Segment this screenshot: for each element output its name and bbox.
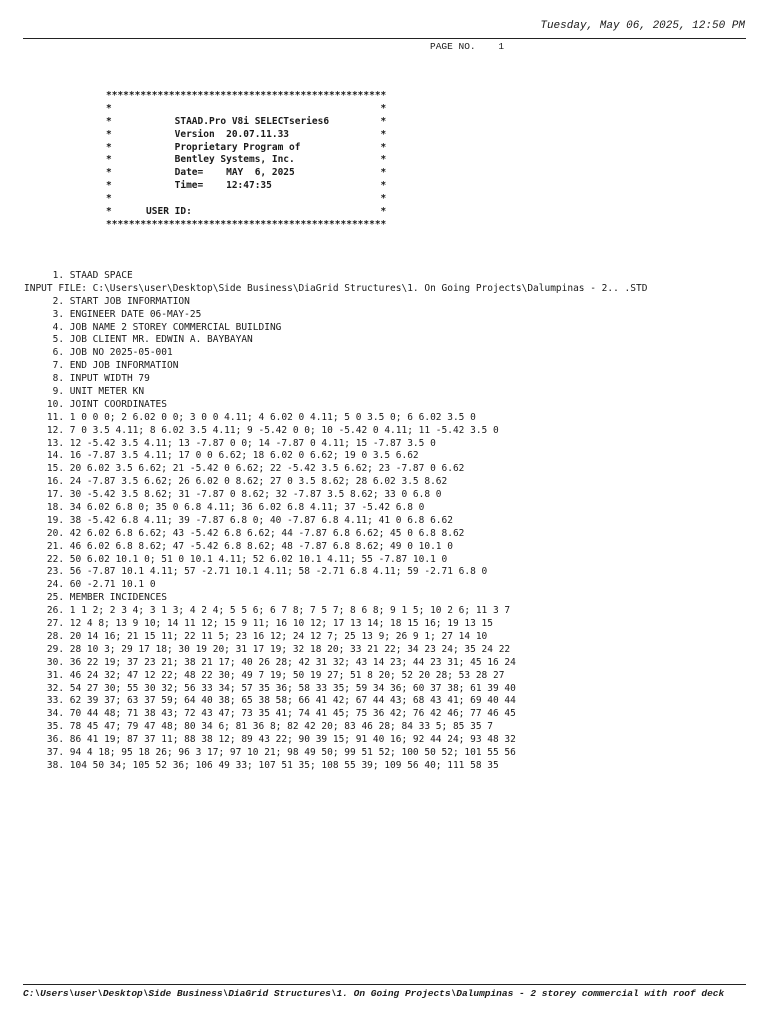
listing-line: 22. 50 6.02 10.1 0; 51 0 10.1 4.11; 52 6.02 10.1 4.11; 55 -7.87 10.1 0: [24, 553, 448, 565]
listing-line: 12. 7 0 3.5 4.11; 8 6.02 3.5 4.11; 9 -5.42 0 0; 10 -5.42 0 4.11; 11 -5.42 3.5 0: [24, 424, 499, 436]
listing-line: 31. 46 24 32; 47 12 22; 48 22 30; 49 7 19; 50 19 27; 51 8 20; 52 20 28; 53 28 27: [24, 669, 505, 681]
input-listing: [24, 270, 647, 773]
listing-line: 13. 12 -5.42 3.5 4.11; 13 -7.87 0 0; 14 -7.87 0 4.11; 15 -7.87 3.5 0: [24, 437, 436, 449]
listing-line: 25. MEMBER INCIDENCES: [24, 592, 167, 604]
listing-line: 36. 86 41 19; 87 37 11; 88 38 12; 89 43 22; 90 39 15; 91 40 16; 92 44 24; 93 48 32: [24, 734, 516, 746]
listing-line: 29. 28 10 3; 29 17 18; 30 19 20; 31 17 19; 32 18 20; 33 21 22; 34 23 24; 35 24 22: [24, 643, 511, 655]
banner-line: * *: [106, 193, 387, 205]
listing-line: 18. 34 6.02 6.8 0; 35 0 6.8 4.11; 36 6.02 6.8 4.11; 37 -5.42 6.8 0: [24, 502, 425, 514]
banner-line: * USER ID: *: [106, 206, 387, 218]
listing-line: 19. 38 -5.42 6.8 4.11; 39 -7.87 6.8 0; 40 -7.87 6.8 4.11; 41 0 6.8 6.62: [24, 514, 453, 526]
listing-line: 20. 42 6.02 6.8 6.62; 43 -5.42 6.8 6.62; 44 -7.87 6.8 6.62; 45 0 6.8 8.62: [24, 527, 465, 539]
listing-line: 17. 30 -5.42 3.5 8.62; 31 -7.87 0 8.62; 32 -7.87 3.5 8.62; 33 0 6.8 0: [24, 489, 442, 501]
listing-line: 34. 70 44 48; 71 38 43; 72 43 47; 73 35 41; 74 41 45; 75 36 42; 76 42 46; 77 46 45: [24, 708, 516, 720]
footer-rule: [23, 984, 746, 985]
listing-line: 28. 20 14 16; 21 15 11; 22 11 5; 23 16 12; 24 12 7; 25 13 9; 26 9 1; 27 14 10: [24, 630, 488, 642]
listing-line: 30. 36 22 19; 37 23 21; 38 21 17; 40 26 28; 42 31 32; 43 14 23; 44 23 31; 45 16 24: [24, 656, 516, 668]
footer-file-path: C:\Users\user\Desktop\Side Business\DiaGrid Structures\1. On Going Projects\Dalumpinas - 2 storey commercial with roof deck: [23, 988, 725, 999]
header-rule: [23, 38, 746, 39]
staad-banner: [106, 90, 386, 232]
page-label: PAGE NO.: [430, 41, 476, 52]
listing-line: 10. JOINT COORDINATES: [24, 398, 167, 410]
listing-line: 21. 46 6.02 6.8 8.62; 47 -5.42 6.8 8.62; 48 -7.87 6.8 8.62; 49 0 10.1 0: [24, 540, 453, 552]
listing-line: 15. 20 6.02 3.5 6.62; 21 -5.42 0 6.62; 22 -5.42 3.5 6.62; 23 -7.87 0 6.62: [24, 463, 465, 475]
page-number-line: [430, 41, 504, 52]
listing-line: 38. 104 50 34; 105 52 36; 106 49 33; 107 51 35; 108 55 39; 109 56 40; 111 58 35: [24, 759, 499, 771]
listing-line: 8. INPUT WIDTH 79: [24, 373, 150, 385]
banner-line: *************************************************: [106, 218, 387, 230]
banner-line: *************************************************: [106, 90, 387, 101]
listing-line: 26. 1 1 2; 2 3 4; 3 1 3; 4 2 4; 5 5 6; 6 7 8; 7 5 7; 8 6 8; 9 1 5; 10 2 6; 11 3 7: [24, 605, 511, 617]
banner-line: * *: [106, 102, 387, 114]
listing-line: 1. STAAD SPACE: [24, 270, 133, 281]
header-date-time: Tuesday, May 06, 2025, 12:50 PM: [540, 20, 745, 32]
listing-line: 2. START JOB INFORMATION: [24, 295, 190, 307]
listing-line: INPUT FILE: C:\Users\user\Desktop\Side Business\DiaGrid Structures\1. On Going Projects\Dalumpinas - 2.. .STD: [24, 282, 648, 294]
listing-line: 23. 56 -7.87 10.1 4.11; 57 -2.71 10.1 4.11; 58 -2.71 6.8 4.11; 59 -2.71 6.8 0: [24, 566, 488, 578]
listing-line: 32. 54 27 30; 55 30 32; 56 33 34; 57 35 36; 58 33 35; 59 34 36; 60 37 38; 61 39 40: [24, 682, 516, 694]
listing-line: 16. 24 -7.87 3.5 6.62; 26 6.02 0 8.62; 27 0 3.5 8.62; 28 6.02 3.5 8.62: [24, 476, 448, 488]
listing-line: 4. JOB NAME 2 STOREY COMMERCIAL BUILDING: [24, 321, 282, 333]
banner-line: * Date= MAY 6, 2025 *: [106, 167, 387, 179]
listing-line: 7. END JOB INFORMATION: [24, 360, 179, 372]
listing-line: 27. 12 4 8; 13 9 10; 14 11 12; 15 9 11; 16 10 12; 17 13 14; 18 15 16; 19 13 15: [24, 618, 493, 630]
listing-line: 9. UNIT METER KN: [24, 386, 145, 398]
listing-line: 37. 94 4 18; 95 18 26; 96 3 17; 97 10 21; 98 49 50; 99 51 52; 100 50 52; 101 55 56: [24, 746, 516, 758]
banner-line: * Version 20.07.11.33 *: [106, 128, 387, 140]
listing-line: 24. 60 -2.71 10.1 0: [24, 579, 156, 591]
listing-line: 35. 78 45 47; 79 47 48; 80 34 6; 81 36 8; 82 42 20; 83 46 28; 84 33 5; 85 35 7: [24, 721, 493, 733]
listing-line: 3. ENGINEER DATE 06-MAY-25: [24, 308, 202, 320]
listing-line: 33. 62 39 37; 63 37 59; 64 40 38; 65 38 58; 66 41 42; 67 44 43; 68 43 41; 69 40 44: [24, 695, 516, 707]
listing-line: 14. 16 -7.87 3.5 4.11; 17 0 0 6.62; 18 6.02 0 6.62; 19 0 3.5 6.62: [24, 450, 419, 462]
listing-line: 6. JOB NO 2025-05-001: [24, 347, 173, 359]
listing-line: 5. JOB CLIENT MR. EDWIN A. BAYBAYAN: [24, 334, 253, 346]
banner-line: * Bentley Systems, Inc. *: [106, 154, 387, 166]
banner-line: * Proprietary Program of *: [106, 141, 387, 153]
page-number: 1: [498, 41, 505, 52]
banner-line: * Time= 12:47:35 *: [106, 180, 387, 192]
banner-line: * STAAD.Pro V8i SELECTseries6 *: [106, 115, 387, 127]
listing-line: 11. 1 0 0 0; 2 6.02 0 0; 3 0 0 4.11; 4 6.02 0 4.11; 5 0 3.5 0; 6 6.02 3.5 0: [24, 411, 476, 423]
